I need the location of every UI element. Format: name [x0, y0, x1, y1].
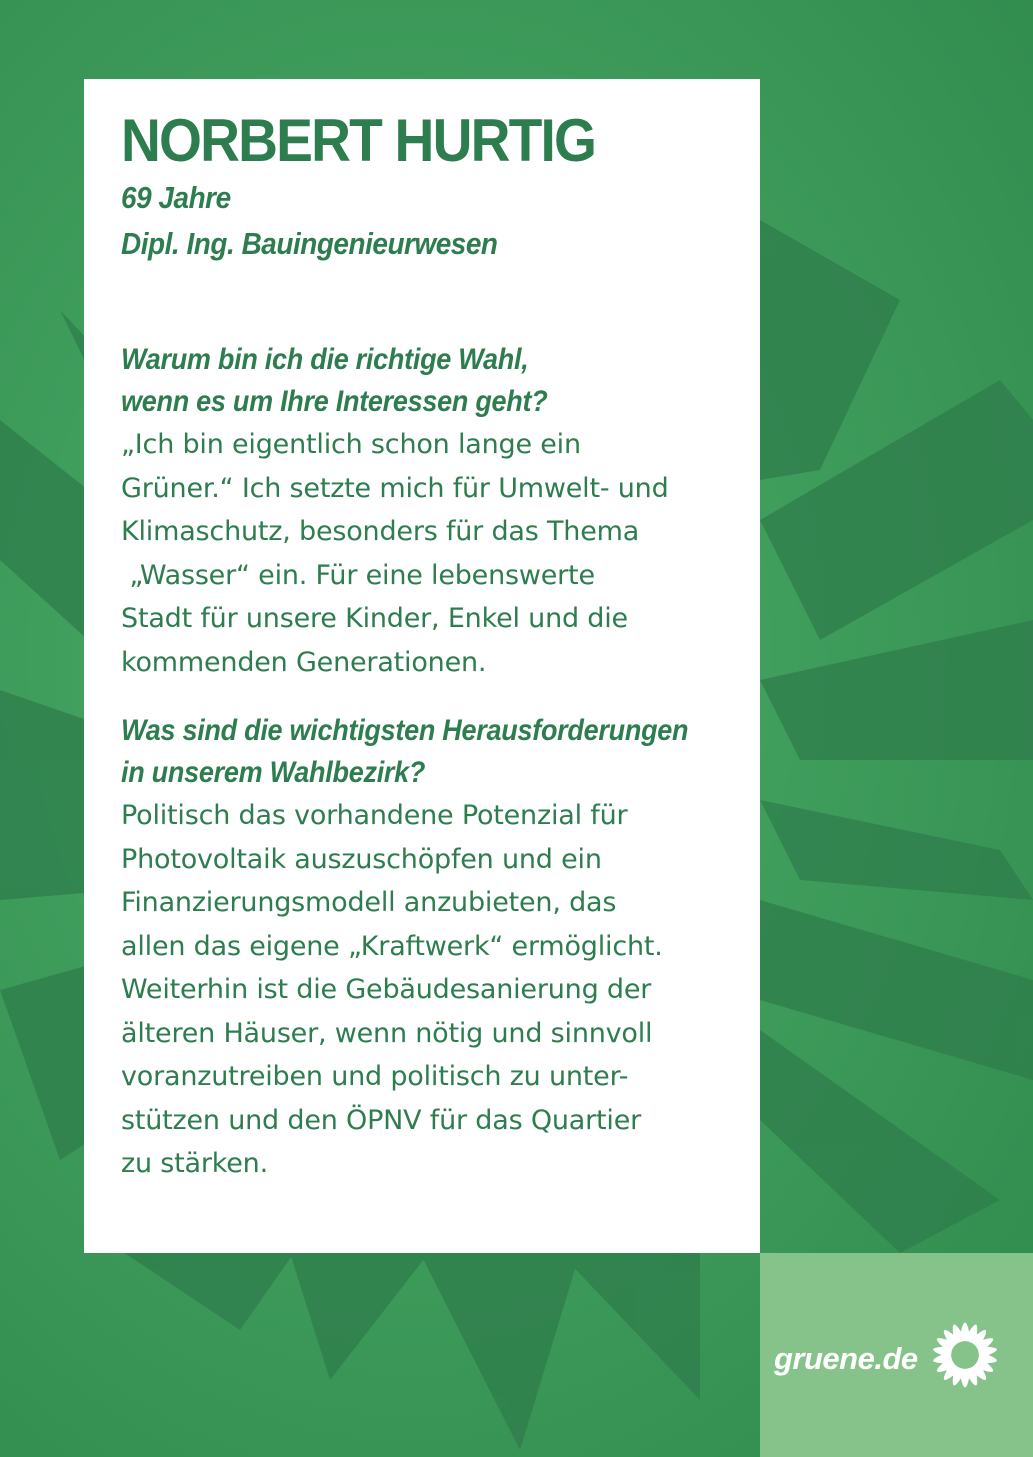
party-logo-box	[760, 1253, 1033, 1457]
question-line: Warum bin ich die richtige Wahl,	[121, 343, 529, 376]
answer-line: Grüner.“ Ich setzte mich für Umwelt- und	[121, 472, 669, 504]
candidate-profession: Dipl. Ing. Bauingenieurwesen	[121, 226, 498, 261]
answer-line: Finanzierungsmodell anzubieten, das	[121, 887, 617, 918]
answer-line: Klimaschutz, besonders für das Thema	[121, 516, 640, 547]
answer-line: zu stärken.	[121, 1148, 268, 1179]
answer-line: „Wasser“ ein. Für eine lebenswerte	[121, 559, 595, 591]
answer-line: stützen und den ÖPNV für das Quartier	[121, 1104, 642, 1136]
answer-line: älteren Häuser, wenn nötig und sinnvoll	[121, 1017, 653, 1049]
answer-line: Weiterhin ist die Gebäudesanierung der	[121, 974, 652, 1005]
answer-line: Politisch das vorhandene Potenzial für	[121, 800, 628, 831]
section-challenges	[121, 710, 724, 1186]
section-why-right-choice	[121, 339, 724, 684]
website-text: gruene.de	[774, 1341, 918, 1376]
answer-line: „Ich bin eigentlich schon lange ein	[121, 429, 581, 460]
candidate-card	[84, 79, 760, 1253]
answer-line: Stadt für unsere Kinder, Enkel und die	[121, 603, 628, 634]
candidate-name: NORBERT HURTIG	[121, 107, 596, 174]
candidate-age: 69 Jahre	[121, 180, 231, 215]
question-line: in unserem Wahlbezirk?	[121, 756, 426, 789]
question-line: wenn es um Ihre Interessen geht?	[121, 385, 548, 418]
answer-line: allen das eigene „Kraftwerk“ ermöglicht.	[121, 930, 663, 962]
answer-line: voranzutreiben und politisch zu unter-	[121, 1061, 629, 1092]
sunflower-icon	[916, 1306, 1014, 1404]
answer-line: kommenden Generationen.	[121, 646, 487, 678]
answer-line: Photovoltaik auszuschöpfen und ein	[121, 843, 602, 875]
question-line: Was sind die wichtigsten Herausforderungen	[121, 714, 689, 747]
